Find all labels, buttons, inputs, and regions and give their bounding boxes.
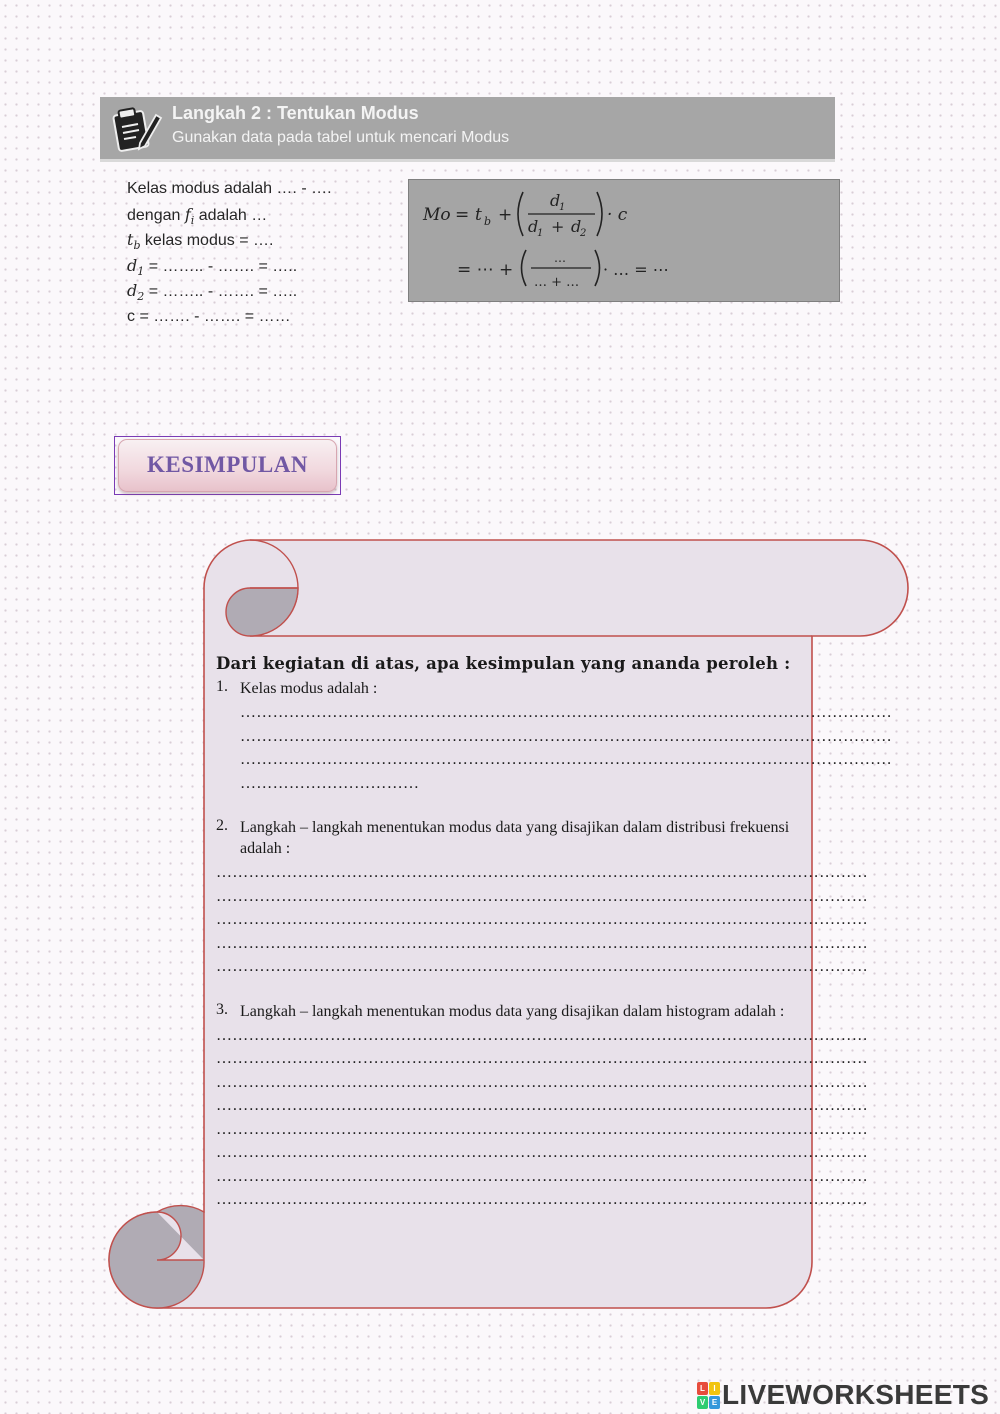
- formula-eq: =: [455, 205, 470, 225]
- question-3-number: 3.: [216, 1000, 228, 1018]
- formula-times: · c: [607, 205, 628, 225]
- question-3: [216, 1001, 802, 1022]
- d2-line-text: = …….. - ……. = …..: [144, 283, 298, 300]
- formula-plus: +: [498, 205, 513, 225]
- question-2-text: Langkah – langkah menentukan modus data yang disajikan dalam distribusi frekuensi adalah :: [240, 819, 790, 857]
- t-var: t: [127, 230, 134, 249]
- logo-letter: V: [697, 1396, 708, 1409]
- d1-line-text: = …….. - ……. = …..: [144, 257, 298, 275]
- tb-line-text: kelas modus = ….: [140, 232, 274, 249]
- step-subtitle: Gunakan data pada tabel untuk mencari Modus: [172, 129, 510, 146]
- formula-den-a: d: [528, 217, 539, 236]
- answer-line[interactable]: …………………………………………………………………………………………………………: [240, 727, 892, 745]
- c-line: c = ……. - ……. = ……: [127, 307, 291, 325]
- formula-line2-den: … + …: [534, 275, 580, 290]
- logo-letter: E: [709, 1396, 720, 1409]
- logo-text: LIVEWORKSHEETS: [722, 1379, 990, 1410]
- answer-line[interactable]: …………………………………………………………………………………………………………: [216, 1120, 868, 1138]
- answer-line[interactable]: …………………………………………………………………………………………………………: [216, 1144, 868, 1161]
- liveworksheets-logo-icon: [697, 1382, 719, 1408]
- frequency-line-suffix: adalah …: [194, 206, 268, 224]
- formula-tb-sub: b: [484, 215, 492, 228]
- answer-line[interactable]: …………………………………………………………………………………………………………: [216, 1191, 868, 1208]
- formula-num: d: [550, 191, 561, 210]
- question-1-text: Kelas modus adalah :: [240, 680, 378, 697]
- scroll-heading: Dari kegiatan di atas, apa kesimpulan yang ananda peroleh :: [216, 654, 791, 673]
- formula-den-plus: +: [551, 217, 565, 236]
- answer-line[interactable]: …………………………………………………………………………………………………………: [216, 911, 868, 928]
- answer-line[interactable]: …………………………………………………………………………………………………………: [240, 751, 892, 768]
- d2-letter: d: [127, 281, 138, 300]
- formula-den-b-sub: 2: [580, 228, 587, 239]
- formula-line2-start: = ⋯ +: [457, 260, 514, 280]
- d1-sub: 1: [137, 264, 145, 278]
- answer-line[interactable]: …………………………………………………………………………………………………………: [216, 934, 868, 952]
- modal-class-line: Kelas modus adalah …. - ….: [127, 180, 332, 197]
- step-title: Langkah 2 : Tentukan Modus: [172, 103, 419, 123]
- formula-line2-num: …: [554, 251, 566, 265]
- answer-line[interactable]: …………………………………………………………………………………………………………: [216, 1097, 868, 1114]
- f-sub: i: [190, 213, 195, 227]
- formula-lhs: Mo: [423, 205, 451, 225]
- logo-letter: L: [697, 1382, 708, 1395]
- question-1: [216, 678, 802, 699]
- scroll-content: [216, 652, 892, 1212]
- frequency-line-prefix: dengan: [127, 206, 185, 224]
- f-var: f: [184, 204, 191, 224]
- logo-letter: I: [709, 1382, 720, 1395]
- answer-line[interactable]: ……………………………: [240, 774, 420, 792]
- formula-tb: t: [475, 205, 482, 225]
- answer-line[interactable]: …………………………………………………………………………………………………………: [216, 1073, 868, 1091]
- answer-line[interactable]: …………………………………………………………………………………………………………: [216, 958, 868, 975]
- question-1-number: 1.: [216, 678, 228, 695]
- formula-line2-end: · … = ⋯: [603, 260, 669, 279]
- d1-letter: d: [127, 255, 138, 275]
- formula-den-a-sub: 1: [537, 228, 544, 239]
- question-2: [216, 817, 802, 859]
- answer-line[interactable]: …………………………………………………………………………………………………………: [216, 1026, 868, 1044]
- answer-line[interactable]: …………………………………………………………………………………………………………: [216, 887, 868, 905]
- question-2-number: 2.: [216, 817, 228, 834]
- kesimpulan-button[interactable]: KESIMPULAN: [118, 439, 337, 492]
- t-sub: b: [133, 239, 141, 253]
- question-3-text: Langkah – langkah menentukan modus data yang disajikan dalam histogram adalah :: [240, 1002, 785, 1020]
- answer-line[interactable]: …………………………………………………………………………………………………………: [216, 1050, 868, 1067]
- answer-line[interactable]: …………………………………………………………………………………………………………: [240, 704, 892, 721]
- d2-sub: 2: [137, 290, 145, 304]
- liveworksheets-logo[interactable]: [697, 1378, 989, 1412]
- formula-den-b: d: [571, 217, 582, 236]
- formula-num-sub: 1: [559, 202, 566, 213]
- answer-line[interactable]: …………………………………………………………………………………………………………: [216, 1167, 868, 1185]
- answer-line[interactable]: …………………………………………………………………………………………………………: [216, 864, 868, 881]
